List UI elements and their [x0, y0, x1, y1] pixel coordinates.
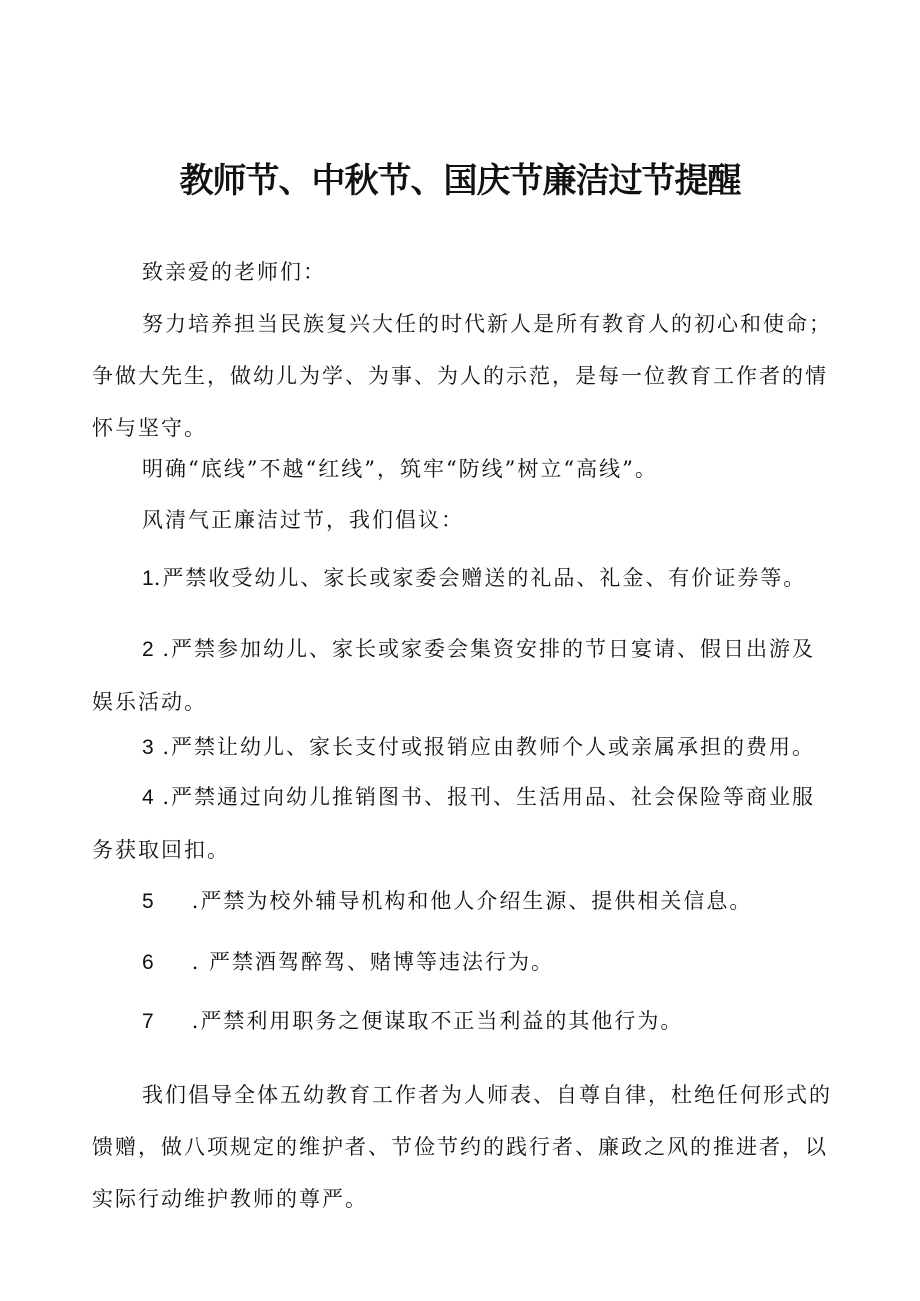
item-text: .严禁参加幼儿、家长或家委会集资安排的节日宴请、假日出游及娱乐活动。	[92, 637, 816, 714]
list-item-3	[142, 721, 815, 774]
item-number: 5	[142, 890, 154, 913]
item-number: 2	[142, 638, 154, 661]
list-item-6	[142, 936, 554, 989]
proposal-heading: 风清气正廉洁过节，我们倡议：	[142, 508, 464, 532]
item-text: .严禁通过向幼儿推销图书、报刊、生活用品、社会保险等商业服务获取回扣。	[92, 785, 816, 862]
item-number: 4	[142, 786, 154, 809]
greeting: 致亲爱的老师们：	[142, 260, 326, 284]
item-text: .严禁利用职务之便谋取不正当利益的其他行为。	[191, 1009, 684, 1033]
item-number: 3	[142, 736, 154, 759]
intro-paragraph: 努力培养担当民族复兴大任的时代新人是所有教育人的初心和使命；争做大先生，做幼儿为学、为事、为人的示范，是每一位教育工作者的情怀与坚守。	[92, 312, 832, 440]
slogan-paragraph: 明确“底线”不越“红线”，筑牢“防线”树立“高线”。	[142, 457, 658, 481]
list-item-2	[92, 623, 837, 728]
item-text: .严禁收受幼儿、家长或家委会赠送的礼品、礼金、有价证券等。	[153, 566, 807, 590]
closing-paragraph: 我们倡导全体五幼教育工作者为人师表、自尊自律，杜绝任何形式的馈赠，做八项规定的维护者、节俭节约的践行者、廉政之风的推进者，以实际行动维护教师的尊严。	[92, 1083, 832, 1211]
item-number: 7	[142, 1010, 154, 1033]
item-text: .严禁为校外辅导机构和他人介绍生源、提供相关信息。	[191, 889, 753, 913]
list-item-4	[92, 771, 837, 876]
list-item-5	[142, 875, 752, 928]
list-item-1	[142, 552, 806, 605]
item-number: 6	[142, 951, 154, 974]
item-text: .严禁让幼儿、家长支付或报销应由教师个人或亲属承担的费用。	[153, 735, 816, 759]
document-title: 教师节、中秋节、国庆节廉洁过节提醒	[179, 161, 741, 201]
list-item-7	[142, 995, 683, 1048]
item-number: 1	[142, 567, 154, 590]
item-text: . 严禁酒驾醉驾、赌博等违法行为。	[191, 950, 555, 974]
